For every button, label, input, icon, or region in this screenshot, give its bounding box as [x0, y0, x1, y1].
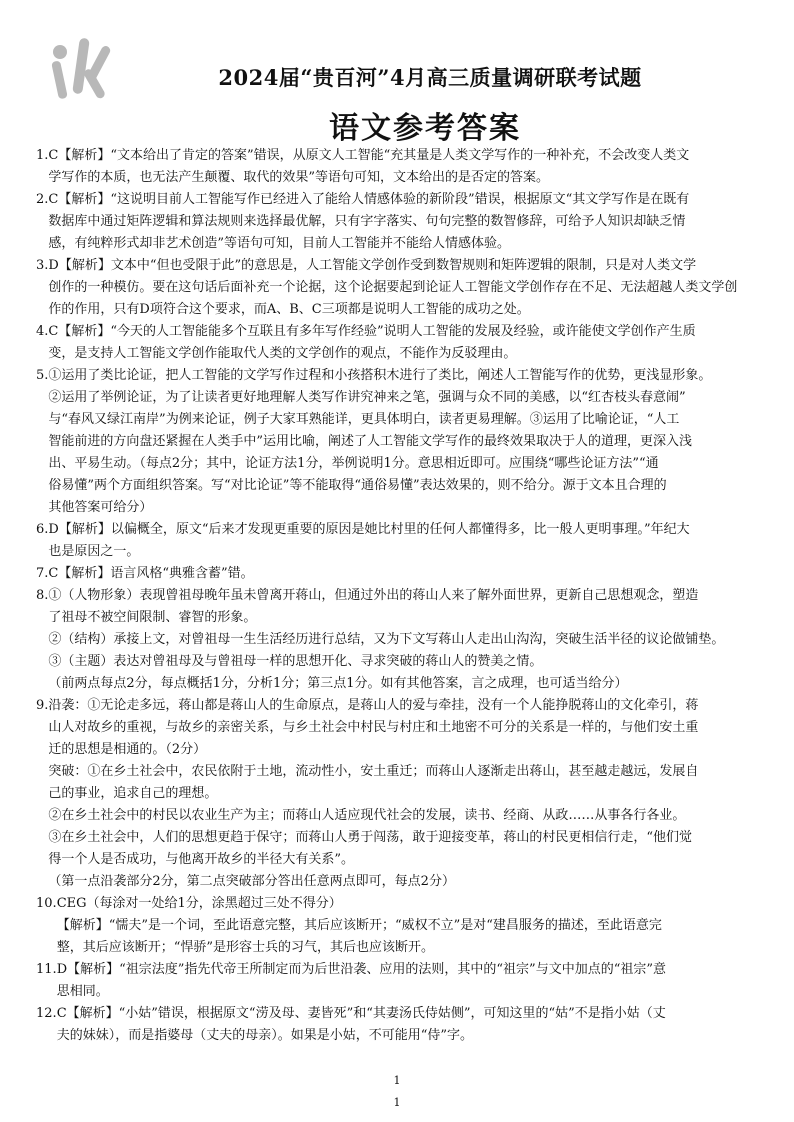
- answer-item: [36, 959, 760, 1003]
- answer-line: C【解析】“今天的人工智能能多个互联且有多年写作经验”说明人工智能的发展及经验，或许能使文学创作产生质: [48, 324, 696, 339]
- answer-number: 1.: [36, 148, 49, 163]
- answer-number: 9.: [36, 698, 49, 713]
- answer-number: 11.: [36, 962, 57, 977]
- answer-line: 学写作的本质，也无法产生颠覆、取代的效果”等语句可知，文本给出的是否定的答案。: [48, 170, 550, 185]
- answer-item: [36, 563, 760, 585]
- answer-body: [48, 145, 760, 189]
- answer-number: 10.: [36, 896, 57, 911]
- answer-line: ①运用了类比论证，把人工智能的文学写作过程和小孩搭积木进行了类比，阐述人工智能写作的优势，更浅显形象。: [48, 368, 712, 383]
- answer-body: [48, 519, 760, 563]
- answer-line: C【解析】“这说明目前人工智能写作已经进入了能给人情感体验的新阶段”错误，根据原文“其文学写作是在既有: [48, 192, 690, 207]
- answer-line: D【解析】文本中“但也受限于此”的意思是，人工智能文学创作受到数智规则和矩阵逻辑的限制，只是对人类文学: [48, 258, 697, 273]
- answer-number: 3.: [36, 258, 49, 273]
- page-number: 1: [393, 1074, 401, 1087]
- answer-line: CEG（每涂对一处给1分，涂黑超过三处不得分）: [56, 896, 342, 911]
- answer-line: D【解析】以偏概全，原文“后来才发现更重要的原因是她比村里的任何人都懂得多，比一般人更明事理。”年纪大: [48, 522, 690, 537]
- answer-body: [48, 365, 760, 519]
- answer-list: [36, 145, 760, 1047]
- answer-line: 创作的一种模仿。要在这句话后面补充一个论据，这个论据要起到论证人工智能文学创作存在不足、无法超越人类文学创: [48, 280, 738, 295]
- answer-line: 沿袭：①无论走多远，蒋山都是蒋山人的生命原点，是蒋山人的爱与牵挂，没有一个人能挣脱蒋山的文化牵引，蒋: [48, 698, 699, 713]
- answer-body: [48, 255, 760, 321]
- answer-line: （前两点每点2分，每点概括1分，分析1分；第三点1分。如有其他答案，言之成理，也可适当给分）: [48, 676, 628, 691]
- answer-body: [48, 585, 760, 695]
- answer-line: 出、平易生动。（每点2分；其中，论证方法1分，举例说明1分。意思相近即可。应围绕“哪些论证方法”“通: [48, 456, 659, 471]
- answer-number: 4.: [36, 324, 49, 339]
- answer-body: [48, 563, 760, 585]
- answer-line: 俗易懂”两个方面组织答案。写“对比论证”等不能取得“通俗易懂”表达效果的，则不给分。源于文本且合理的: [48, 478, 667, 493]
- answer-line: 数据库中通过矩阵逻辑和算法规则来选择最优解，只有字字落实、句句完整的数智修辞，可给予人知识却缺乏情: [48, 214, 686, 229]
- answer-line: ③（主题）表达对曾祖母及与曾祖母一样的思想开化、寻求突破的蒋山人的赞美之情。: [48, 654, 543, 669]
- answer-line: 也是原因之一。: [48, 544, 140, 559]
- answer-body: [48, 321, 760, 365]
- answer-line: C【解析】语言风格“典雅含蓄”错。: [48, 566, 254, 581]
- answer-line: ①（人物形象）表现曾祖母晚年虽未曾离开蒋山，但通过外出的蒋山人来了解外面世界，更新自己思想观念，塑造: [48, 588, 699, 603]
- answer-line: 山人对故乡的重视，与故乡的亲密关系，与乡土社会中村民与村庄和土地密不可分的关系是一样的，与他们安土重: [48, 720, 699, 735]
- answer-line: 迁的思想是相通的。（2分）: [48, 742, 207, 757]
- school-logo: [46, 34, 118, 106]
- answer-line: 作的作用，只有D项符合这个要求，而A、B、C三项都是说明人工智能的成功之处。: [48, 302, 530, 317]
- answer-key-heading: 语文参考答案: [329, 111, 521, 146]
- answer-item: [36, 255, 760, 321]
- answer-item: [36, 695, 760, 893]
- answer-line: 【解析】“懦夫”是一个词，至此语意完整，其后应该断开；“威权不立”是对“建昌服务的描述，至此语意完: [56, 918, 662, 933]
- answer-line: 突破：①在乡土社会中，农民依附于土地，流动性小，安土重迁；而蒋山人逐渐走出蒋山，甚至越走越远，发展自: [48, 764, 699, 779]
- answer-item: [36, 585, 760, 695]
- answer-line: ②在乡土社会中的村民以农业生产为主；而蒋山人适应现代社会的发展，读书、经商、从政……从事各行各业。: [48, 808, 686, 823]
- answer-line: C【解析】“文本给出了肯定的答案”错误，从原文人工智能“充其量是人类文学写作的一种补充，不会改变人类文: [48, 148, 690, 163]
- answer-item: [36, 145, 760, 189]
- answer-number: 7.: [36, 566, 49, 581]
- page-number-lower: 1: [393, 1096, 401, 1109]
- answer-line: 得一个人是否成功，与他离开故乡的半径大有关系”。: [48, 852, 355, 867]
- answer-line: ②（结构）承接上文，对曾祖母一生生活经历进行总结，又为下文写蒋山人走出山沟沟，突破生活半径的议论做铺垫。: [48, 632, 725, 647]
- answer-item: [36, 365, 760, 519]
- answer-body: [48, 189, 760, 255]
- answer-item: [36, 189, 760, 255]
- answer-line: 智能前进的方向盘还紧握在人类手中”运用比喻，阐述了人工智能文学写作的最终效果取决于人的道理，更深入浅: [48, 434, 693, 449]
- answer-line: 思相同。: [56, 984, 109, 999]
- answer-item: [36, 321, 760, 365]
- exam-title: 2024届“贵百河”4月高三质量调研联考试题: [218, 65, 642, 90]
- answer-line: （第一点沿袭部分2分，第二点突破部分答出任意两点即可，每点2分）: [48, 874, 455, 889]
- answer-number: 8.: [36, 588, 49, 603]
- answer-body: [57, 893, 760, 959]
- answer-number: 5.: [36, 368, 49, 383]
- answer-line: 了祖母不被空间限制、睿智的形象。: [48, 610, 257, 625]
- answer-line: C【解析】“小姑”错误，根据原文“涝及母、妻皆死”和“其妻汤氏侍姑侧”，可知这里的“姑”不是指小姑（丈: [56, 1006, 666, 1021]
- answer-line: 整，其后应该断开；“悍骄”是形容士兵的习气，其后也应该断开。: [56, 940, 434, 955]
- answer-body: [57, 1003, 760, 1047]
- answer-line: 变，是支持人工智能文学创作能取代人类的文学创作的观点，不能作为反驳理由。: [48, 346, 517, 361]
- answer-number: 2.: [36, 192, 49, 207]
- answer-line: 夫的妹妹），而是指婆母（丈夫的母亲）。如果是小姑，不可能用“侍”字。: [56, 1028, 473, 1043]
- answer-number: 12.: [36, 1006, 57, 1021]
- answer-line: 己的事业，追求自己的理想。: [48, 786, 218, 801]
- answer-body: [48, 695, 760, 893]
- answer-line: 与“春风又绿江南岸”为例来论证，例子大家耳熟能详，更具体明白，读者更易理解。③运用了比喻论证，“人工: [48, 412, 680, 427]
- answer-item: [36, 893, 760, 959]
- answer-line: D【解析】“祖宗法度”指先代帝王所制定而为后世沿袭、应用的法则，其中的“祖宗”与文中加点的“祖宗”意: [56, 962, 666, 977]
- answer-number: 6.: [36, 522, 49, 537]
- answer-item: [36, 519, 760, 563]
- answer-line: ③在乡土社会中，人们的思想更趋于保守；而蒋山人勇于闯荡，敢于迎接变革，蒋山的村民更相信行走，“他们觉: [48, 830, 693, 845]
- answer-item: [36, 1003, 760, 1047]
- answer-line: 其他答案可给分）: [48, 500, 153, 515]
- answer-body: [57, 959, 760, 1003]
- answer-line: 感，有纯粹形式却非艺术创造”等语句可知，目前人工智能并不能给人情感体验。: [48, 236, 511, 251]
- answer-line: ②运用了举例论证，为了让读者更好地理解人类写作讲究神来之笔，强调与众不同的美感，以“红杏枝头春意闹”: [48, 390, 686, 405]
